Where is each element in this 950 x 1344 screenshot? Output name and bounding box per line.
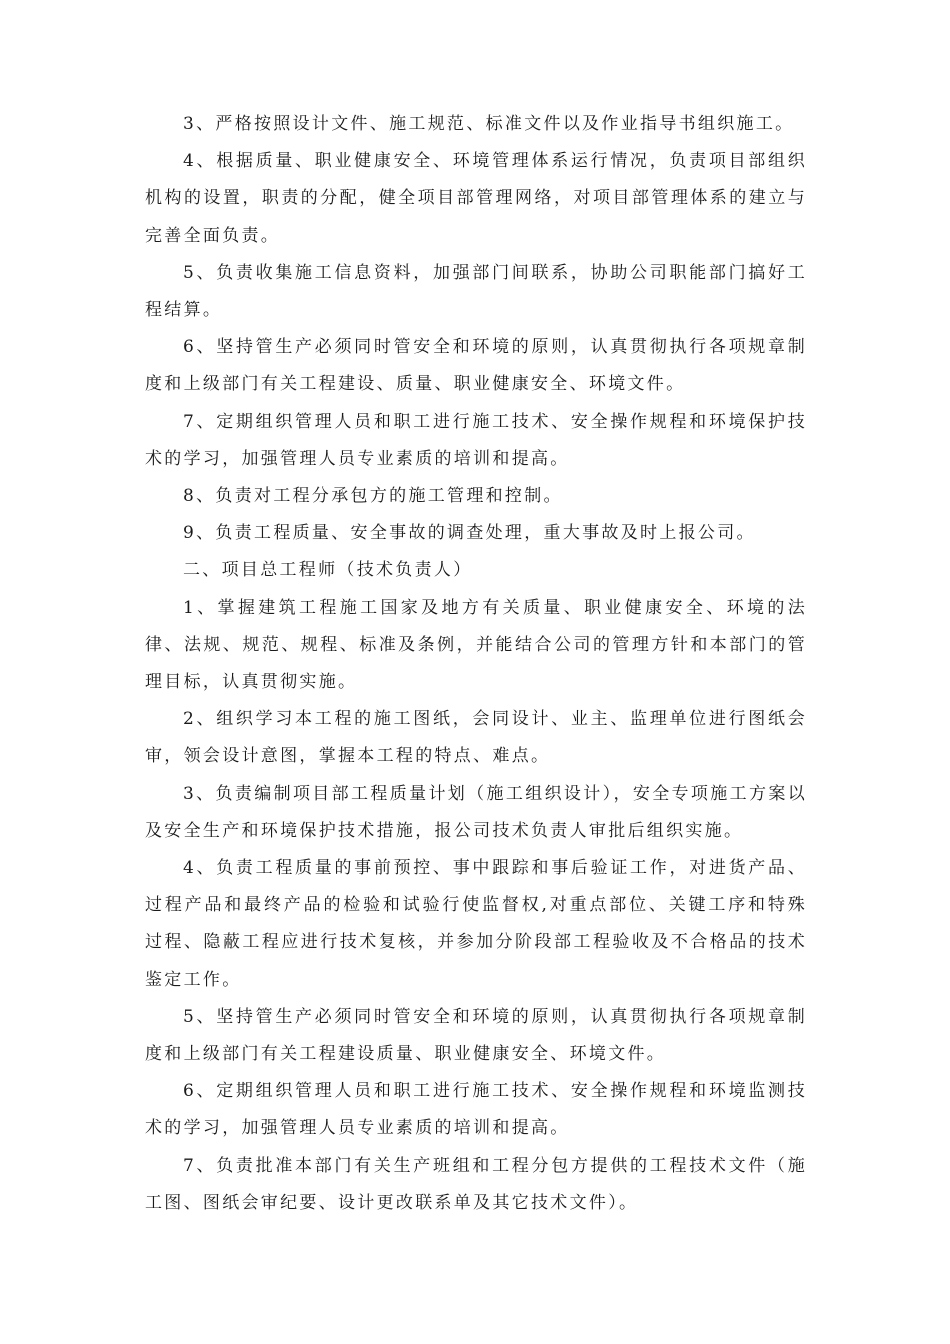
engineer-duty-5: 5、坚持管生产必须同时管安全和环境的原则，认真贯彻执行各项规章制度和上级部门有关工程建设质量、职业健康安全、环境文件。 <box>145 1006 807 1065</box>
document-body <box>145 106 807 1222</box>
paragraph-item-5: 5、负责收集施工信息资料，加强部门间联系，协助公司职能部门搞好工程结算。 <box>145 262 807 321</box>
engineer-duty-4: 4、负责工程质量的事前预控、事中跟踪和事后验证工作，对进货产品、过程产品和最终产品的检验和试验行使监督权,对重点部位、关键工序和特殊过程、隐蔽工程应进行技术复核，并参加分阶段部工程验收及不合格品的技术鉴定工作。 <box>145 858 807 990</box>
paragraph-item-8: 8、负责对工程分承包方的施工管理和控制。 <box>183 486 563 507</box>
engineer-duty-7: 7、负责批准本部门有关生产班组和工程分包方提供的工程技术文件（施工图、图纸会审纪要、设计更改联系单及其它技术文件）。 <box>145 1155 807 1213</box>
paragraph-item-9: 9、负责工程质量、安全事故的调查处理，重大事故及时上报公司。 <box>183 523 756 544</box>
paragraph-item-4: 4、根据质量、职业健康安全、环境管理体系运行情况，负责项目部组织机构的设置，职责的分配，健全项目部管理网络，对项目部管理体系的建立与完善全面负责。 <box>145 151 807 246</box>
engineer-duty-6: 6、定期组织管理人员和职工进行施工技术、安全操作规程和环境监测技术的学习，加强管理人员专业素质的培训和提高。 <box>145 1081 807 1139</box>
engineer-duty-2: 2、组织学习本工程的施工图纸，会同设计、业主、监理单位进行图纸会审，领会设计意图，掌握本工程的特点、难点。 <box>145 709 807 767</box>
paragraph-item-7: 7、定期组织管理人员和职工进行施工技术、安全操作规程和环境保护技术的学习，加强管理人员专业素质的培训和提高。 <box>145 411 807 469</box>
section-heading: 二、项目总工程师（技术负责人） <box>183 560 473 581</box>
engineer-duty-1: 1、掌握建筑工程施工国家及地方有关质量、职业健康安全、环境的法律、法规、规范、规程、标准及条例，并能结合公司的管理方针和本部门的管理目标，认真贯彻实施。 <box>145 597 807 693</box>
paragraph-item-3: 3、严格按照设计文件、施工规范、标准文件以及作业指导书组织施工。 <box>183 114 795 134</box>
paragraph-item-6: 6、坚持管生产必须同时管安全和环境的原则，认真贯彻执行各项规章制度和上级部门有关工程建设、质量、职业健康安全、环境文件。 <box>145 337 807 395</box>
engineer-duty-3: 3、负责编制项目部工程质量计划（施工组织设计），安全专项施工方案以及安全生产和环境保护技术措施，报公司技术负责人审批后组织实施。 <box>145 783 807 841</box>
